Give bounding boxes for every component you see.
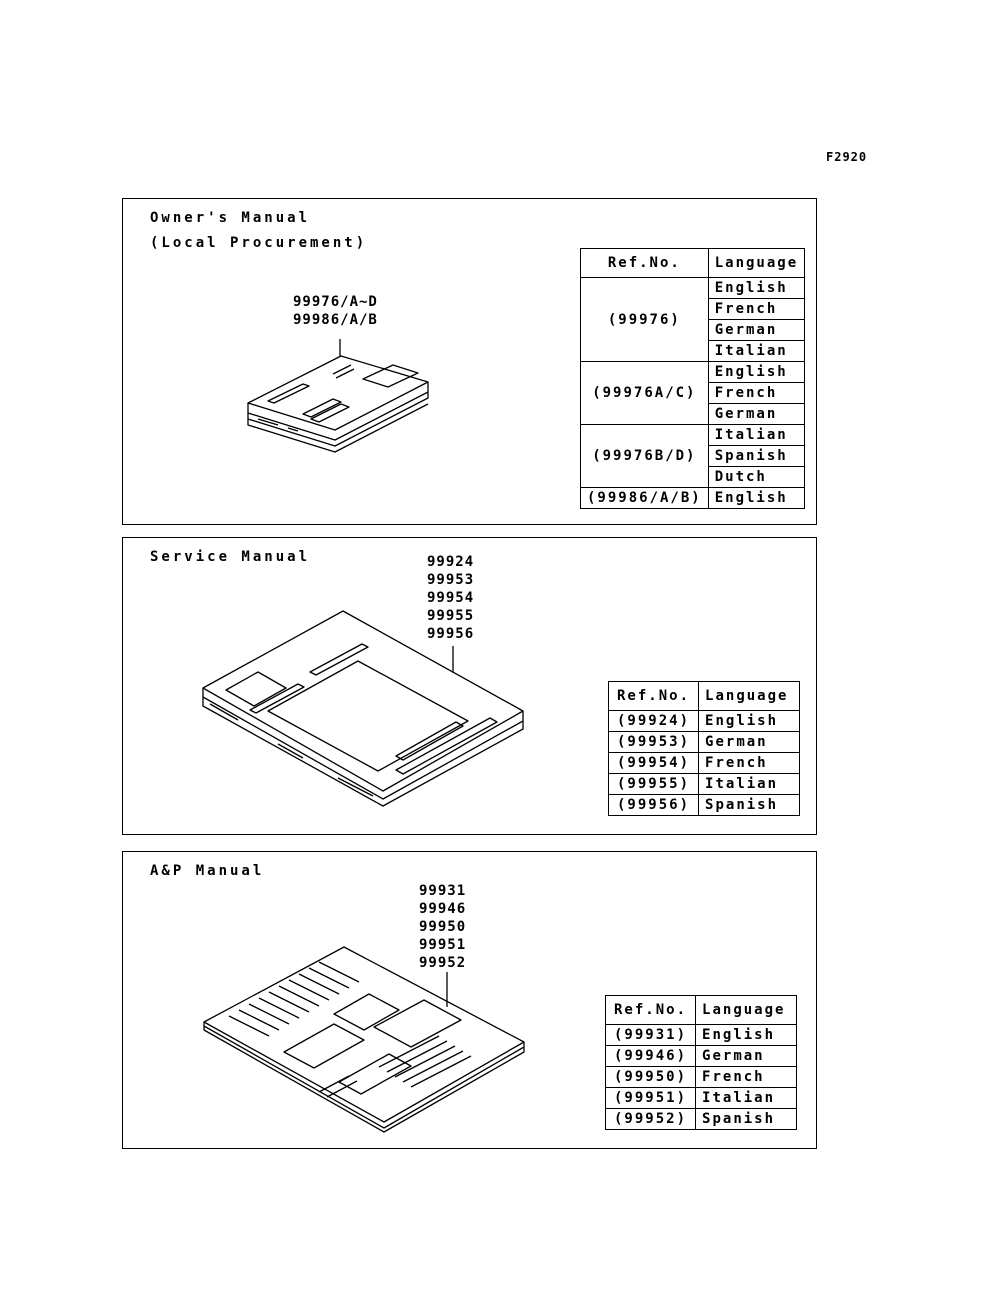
language-cell: German <box>696 1046 797 1067</box>
part-number: 99931 <box>419 883 467 899</box>
language-cell: German <box>708 320 804 341</box>
part-number: 99951 <box>419 937 467 953</box>
language-cell: French <box>699 753 800 774</box>
language-cell: English <box>708 278 804 299</box>
table-row <box>606 1088 797 1109</box>
figure-code: F2920 <box>826 150 868 164</box>
language-header: Language <box>708 249 804 278</box>
owners-manual-ref-table <box>580 248 805 509</box>
table-row <box>581 488 805 509</box>
language-cell: English <box>696 1025 797 1046</box>
ap-manual-illustration <box>199 942 539 1152</box>
part-number: 99976/A~D <box>293 294 378 310</box>
table-row <box>581 278 805 299</box>
ref-cell: (99950) <box>606 1067 696 1088</box>
language-cell: Spanish <box>708 446 804 467</box>
language-cell: English <box>708 362 804 383</box>
part-number: 99954 <box>427 590 475 606</box>
ref-cell: (99954) <box>609 753 699 774</box>
part-number: 99986/A/B <box>293 312 378 328</box>
language-cell: Spanish <box>699 795 800 816</box>
language-cell: Italian <box>696 1088 797 1109</box>
table-row <box>606 1067 797 1088</box>
table-row <box>606 1109 797 1130</box>
part-number: 99950 <box>419 919 467 935</box>
table-header-row <box>581 249 805 278</box>
ref-cell: (99986/A/B) <box>581 488 709 509</box>
table-row <box>606 1025 797 1046</box>
ref-no-header: Ref.No. <box>606 996 696 1025</box>
language-cell: Italian <box>708 341 804 362</box>
language-cell: English <box>699 711 800 732</box>
language-cell: German <box>708 404 804 425</box>
owners-manual-part-numbers <box>293 293 378 329</box>
language-cell: German <box>699 732 800 753</box>
language-cell: Dutch <box>708 467 804 488</box>
ref-cell: (99946) <box>606 1046 696 1067</box>
service-manual-title: Service Manual <box>150 549 311 565</box>
ref-cell: (99953) <box>609 732 699 753</box>
owners-manual-title: Owner's Manual <box>150 210 311 226</box>
service-manual-panel <box>122 537 817 835</box>
language-cell: Spanish <box>696 1109 797 1130</box>
owners-manual-panel <box>122 198 817 525</box>
part-number: 99952 <box>419 955 467 971</box>
ref-cell: (99952) <box>606 1109 696 1130</box>
ap-manual-title: A&P Manual <box>150 863 265 879</box>
part-number: 99946 <box>419 901 467 917</box>
service-manual-ref-table <box>608 681 800 816</box>
language-cell: French <box>708 299 804 320</box>
ap-manual-ref-table <box>605 995 797 1130</box>
ref-cell: (99924) <box>609 711 699 732</box>
part-number: 99955 <box>427 608 475 624</box>
table-row <box>609 711 800 732</box>
table-header-row <box>609 682 800 711</box>
ref-no-header: Ref.No. <box>609 682 699 711</box>
ref-cell: (99976B/D) <box>581 425 709 488</box>
table-row <box>581 425 805 446</box>
language-cell: French <box>708 383 804 404</box>
ref-cell: (99955) <box>609 774 699 795</box>
ref-cell: (99956) <box>609 795 699 816</box>
table-row <box>606 1046 797 1067</box>
language-cell: English <box>708 488 804 509</box>
ref-cell: (99931) <box>606 1025 696 1046</box>
ref-cell: (99951) <box>606 1088 696 1109</box>
table-row <box>609 753 800 774</box>
table-row <box>609 795 800 816</box>
ref-cell: (99976) <box>581 278 709 362</box>
language-cell: Italian <box>699 774 800 795</box>
language-cell: Italian <box>708 425 804 446</box>
table-row <box>609 732 800 753</box>
part-number: 99924 <box>427 554 475 570</box>
ref-cell: (99976A/C) <box>581 362 709 425</box>
service-manual-illustration <box>198 606 538 806</box>
language-cell: French <box>696 1067 797 1088</box>
owners-manual-illustration <box>243 339 443 459</box>
owners-manual-subtitle: (Local Procurement) <box>150 235 368 251</box>
language-header: Language <box>696 996 797 1025</box>
part-number: 99953 <box>427 572 475 588</box>
table-row <box>609 774 800 795</box>
language-header: Language <box>699 682 800 711</box>
table-row <box>581 362 805 383</box>
ap-manual-panel <box>122 851 817 1149</box>
ref-no-header: Ref.No. <box>581 249 709 278</box>
part-number: 99956 <box>427 626 475 642</box>
table-header-row <box>606 996 797 1025</box>
